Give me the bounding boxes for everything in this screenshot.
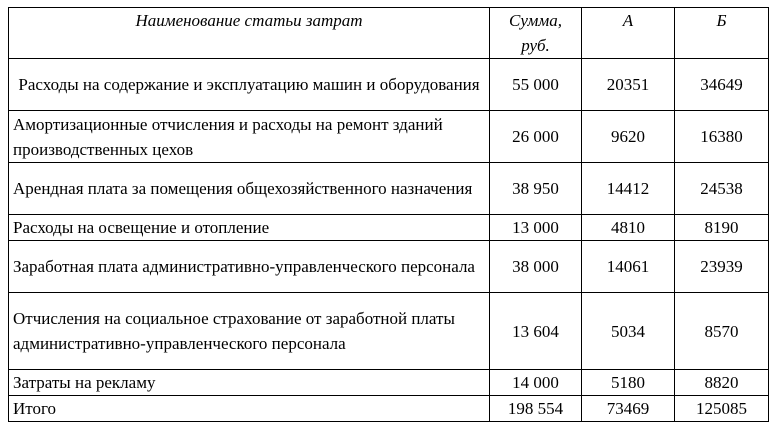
header-product-a: А: [582, 8, 675, 59]
total-b: 125085: [675, 396, 769, 422]
cost-item-sum: 38 950: [490, 163, 582, 215]
cost-item-b: 8820: [675, 370, 769, 396]
table-header-row: [9, 8, 769, 59]
header-cost-item-name: Наименование статьи затрат: [9, 8, 490, 59]
table-row: [9, 293, 769, 370]
total-sum: 198 554: [490, 396, 582, 422]
cost-item-a: 14061: [582, 241, 675, 293]
cost-item-b: 8570: [675, 293, 769, 370]
cost-item-name: Заработная плата административно-управленческого персонала: [9, 241, 490, 293]
table-row: [9, 59, 769, 111]
cost-item-a: 9620: [582, 111, 675, 163]
cost-item-a: 5034: [582, 293, 675, 370]
cost-item-b: 8190: [675, 215, 769, 241]
cost-item-b: 16380: [675, 111, 769, 163]
cost-item-name: Отчисления на социальное страхование от заработной платы административно-управленческого персонала: [9, 293, 490, 370]
cost-item-name: Затраты на рекламу: [9, 370, 490, 396]
cost-allocation-table: [8, 7, 769, 422]
total-label: Итого: [9, 396, 490, 422]
total-a: 73469: [582, 396, 675, 422]
header-product-b: Б: [675, 8, 769, 59]
cost-item-name: Арендная плата за помещения общехозяйственного назначения: [9, 163, 490, 215]
table-row: [9, 241, 769, 293]
table-row: [9, 111, 769, 163]
cost-item-a: 20351: [582, 59, 675, 111]
cost-item-sum: 55 000: [490, 59, 582, 111]
table-row: [9, 163, 769, 215]
table-row: [9, 370, 769, 396]
cost-item-name: Амортизационные отчисления и расходы на ремонт зданий производственных цехов: [9, 111, 490, 163]
cost-item-a: 4810: [582, 215, 675, 241]
cost-item-a: 5180: [582, 370, 675, 396]
cost-item-sum: 13 604: [490, 293, 582, 370]
cost-item-a: 14412: [582, 163, 675, 215]
cost-item-name: Расходы на содержание и эксплуатацию машин и оборудования: [9, 59, 490, 111]
cost-item-sum: 26 000: [490, 111, 582, 163]
cost-item-name: Расходы на освещение и отопление: [9, 215, 490, 241]
cost-item-b: 34649: [675, 59, 769, 111]
cost-item-sum: 13 000: [490, 215, 582, 241]
cost-item-sum: 14 000: [490, 370, 582, 396]
table-row: [9, 215, 769, 241]
cost-item-sum: 38 000: [490, 241, 582, 293]
cost-item-b: 24538: [675, 163, 769, 215]
cost-item-b: 23939: [675, 241, 769, 293]
header-sum: Сумма, руб.: [490, 8, 582, 59]
table-total-row: [9, 396, 769, 422]
